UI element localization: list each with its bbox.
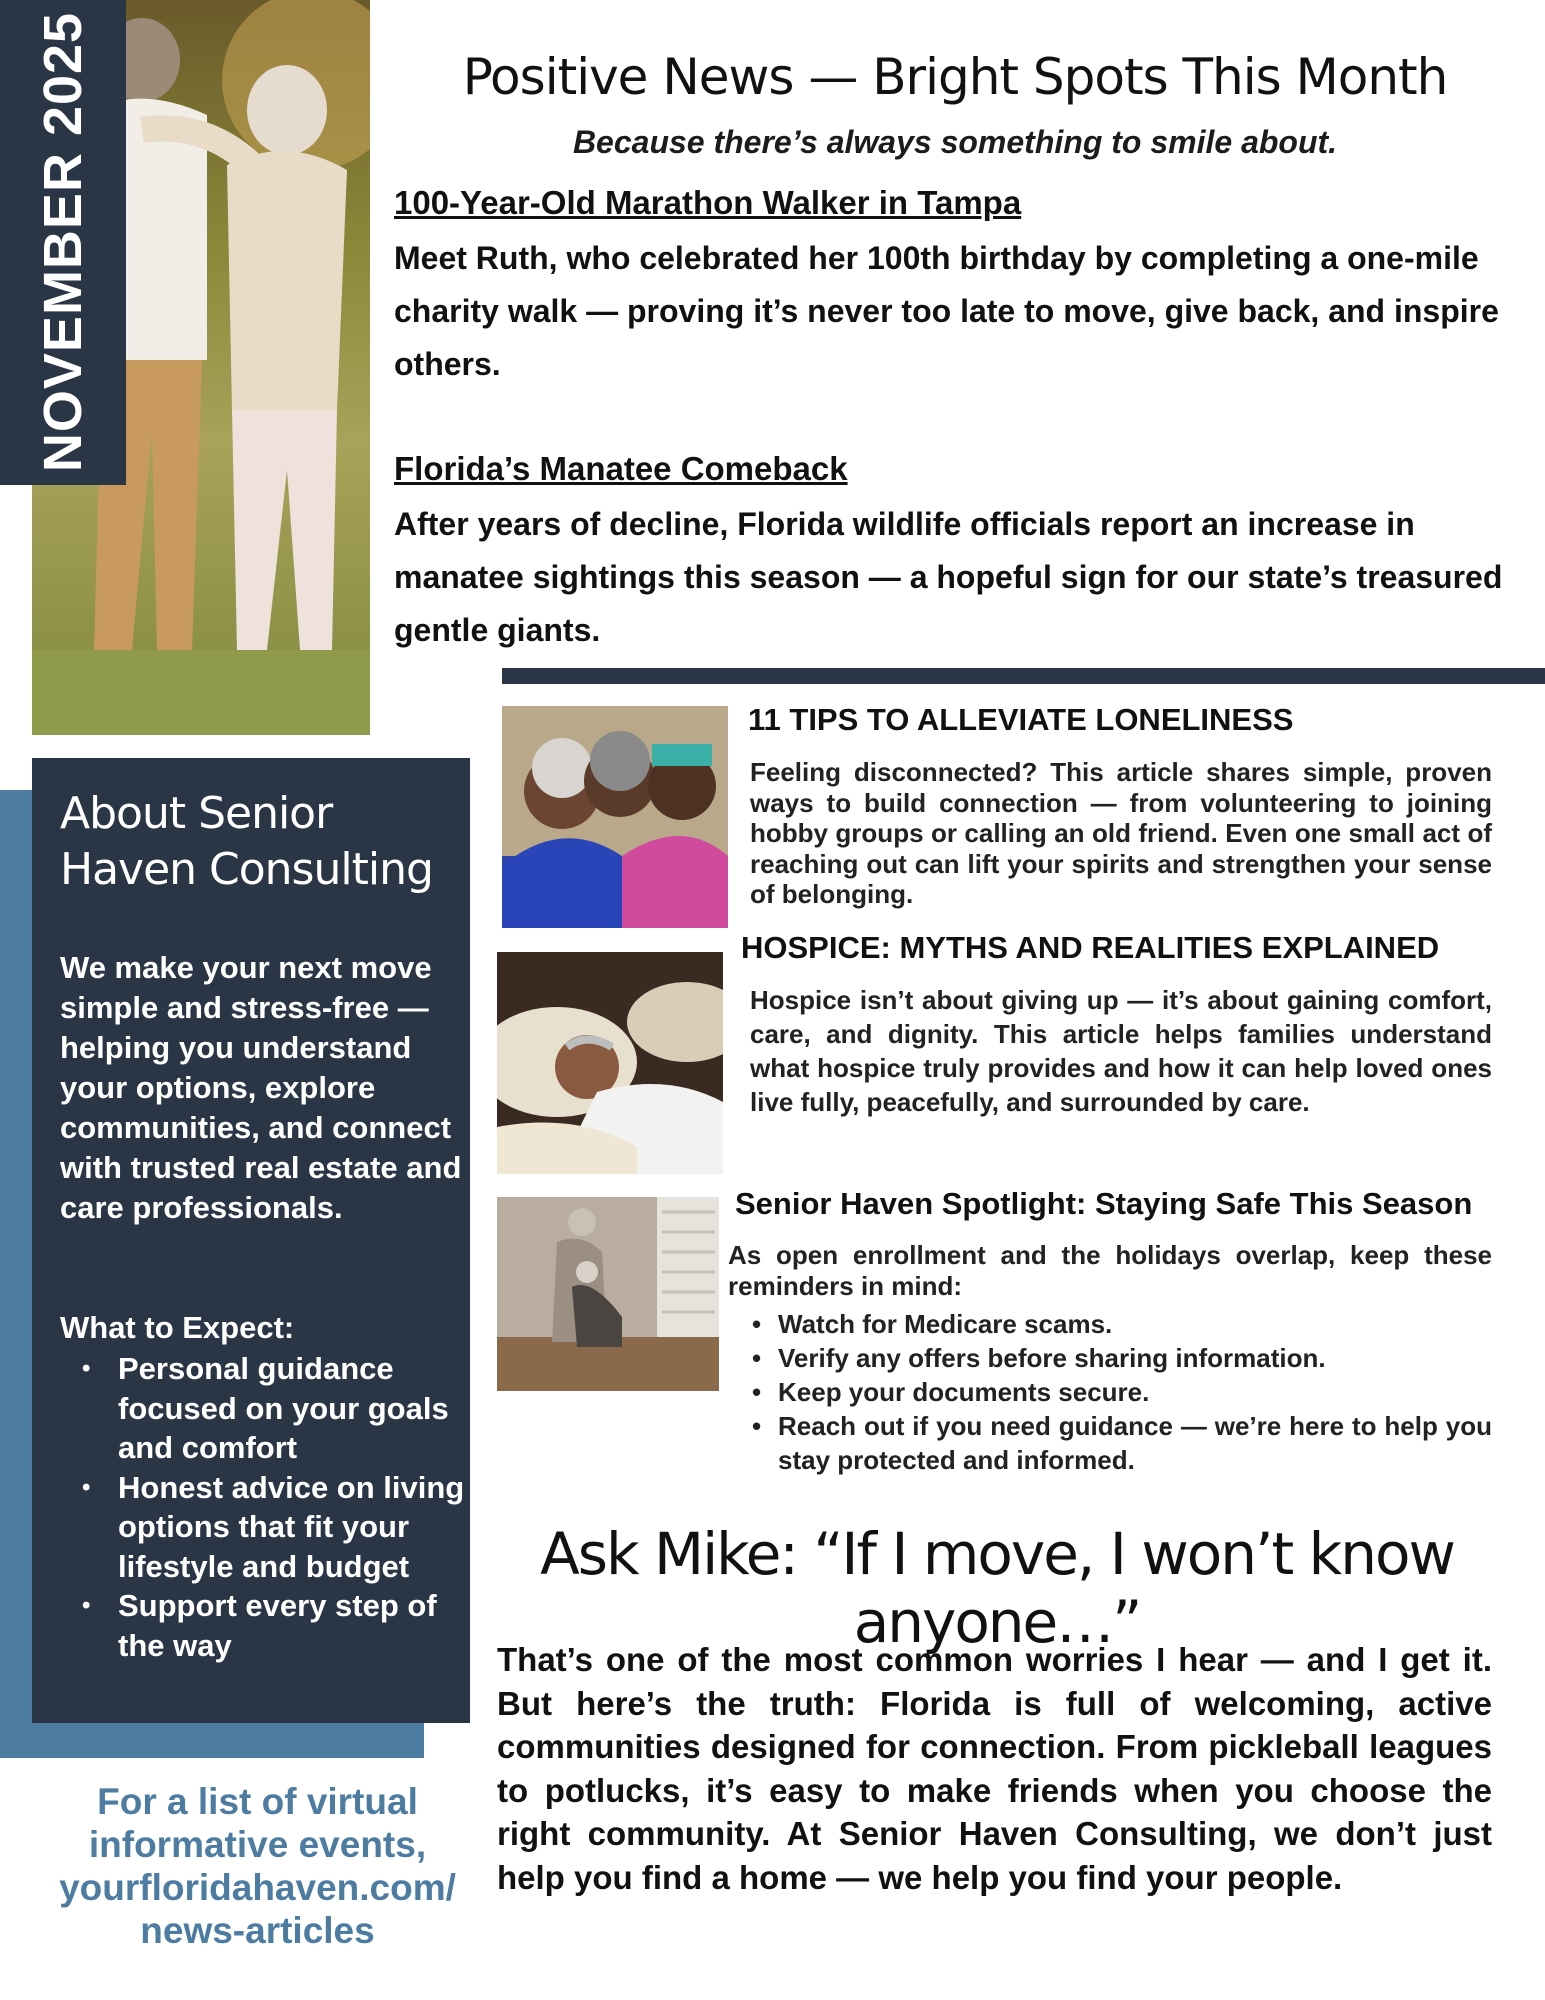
list-item: • Reach out if you need guidance — we’re here to help you stay protected and informed. [752,1411,1492,1475]
about-body: We make your next move simple and stress-free — helping you understand your options, explore communities, and connect with trusted real estate and care professionals. [60,950,462,1225]
about-title: About Senior Haven Consulting [60,788,433,895]
bullet-icon: • [82,1473,91,1501]
bullet-icon: • [752,1343,762,1373]
list-item: • Watch for Medicare scams. [752,1309,1113,1339]
events-link[interactable]: yourfloridahaven.com/ news-articles [59,1867,456,1951]
ask-mike-body: That’s one of the most common worries I hear — and I get it. But here’s the truth: Florida is full of welcoming, active communities designed for connection. From pickleball leagues to potlucks, it’s easy to make friends when you choose the right community. At Senior Haven Consulting, we don’t just help you find a home — we help you find your people. [497,1641,1492,1896]
bullet-icon: • [752,1411,762,1441]
story-title-marathon: 100-Year-Old Marathon Walker in Tampa [394,184,1022,221]
article-body-hospice: Hospice isn’t about giving up — it’s about gaining comfort, care, and dignity. This article helps families understand what hospice truly provides and how it can help loved ones live fully, peacefully, and surrounded by care. [750,985,1492,1117]
story-body-manatee: After years of decline, Florida wildlife officials report an increase in manatee sightings this season — a hopeful sign for our state’s treasured gentle giants. [394,506,1503,648]
about-panel [32,758,470,1723]
seniors-sitting-on-floor-photo [497,1197,719,1391]
bullet-icon: • [752,1377,762,1407]
article-heading-hospice: HOSPICE: MYTHS AND REALITIES EXPLAINED [741,930,1440,965]
list-item: • Keep your documents secure. [752,1377,1150,1407]
page-title: Positive News — Bright Spots This Month [462,48,1448,106]
safety-reminder-list [752,1307,1492,1477]
tagline: Because there’s always something to smile about. [572,124,1338,160]
month-label: NOVEMBER 2025 [33,11,93,473]
man-resting-in-bed-photo [497,952,723,1174]
list-item: • Support every step of the way [82,1588,437,1663]
list-item: • Personal guidance focused on your goals and comfort [82,1351,449,1465]
ask-mike-title: Ask Mike: “If I move, I won’t know anyone…” [540,1520,1454,1656]
events-note-text: For a list of virtual informative events, [88,1781,427,1865]
expect-label: What to Expect: [60,1310,295,1345]
list-item: • Honest advice on living options that fit your lifestyle and budget [82,1469,465,1584]
story-title-manatee: Florida’s Manatee Comeback [394,450,848,487]
women-hugging-photo [502,706,728,928]
expect-list [60,1349,465,1665]
list-item: • Verify any offers before sharing information. [752,1343,1326,1373]
bullet-icon: • [82,1355,91,1382]
article-body-loneliness: Feeling disconnected? This article shares simple, proven ways to build connection — from volunteering to joining hobby groups or calling an old friend. Even one small act of reaching out can lift your spirits and strengthen your sense of belonging. [750,757,1492,909]
article-heading-loneliness: 11 TIPS TO ALLEVIATE LONELINESS [748,702,1294,737]
bullet-icon: • [82,1592,91,1619]
article-intro-spotlight: As open enrollment and the holidays overlap, keep these reminders in mind: [728,1240,1492,1301]
article-heading-spotlight: Senior Haven Spotlight: Staying Safe This Season [735,1186,1473,1221]
month-banner [0,0,126,485]
bullet-icon: • [752,1309,762,1339]
section-divider [502,668,1545,684]
story-body-marathon: Meet Ruth, who celebrated her 100th birthday by completing a one-mile charity walk — proving it’s never too late to move, give back, and inspire others. [394,240,1499,382]
events-note [30,1780,485,1952]
